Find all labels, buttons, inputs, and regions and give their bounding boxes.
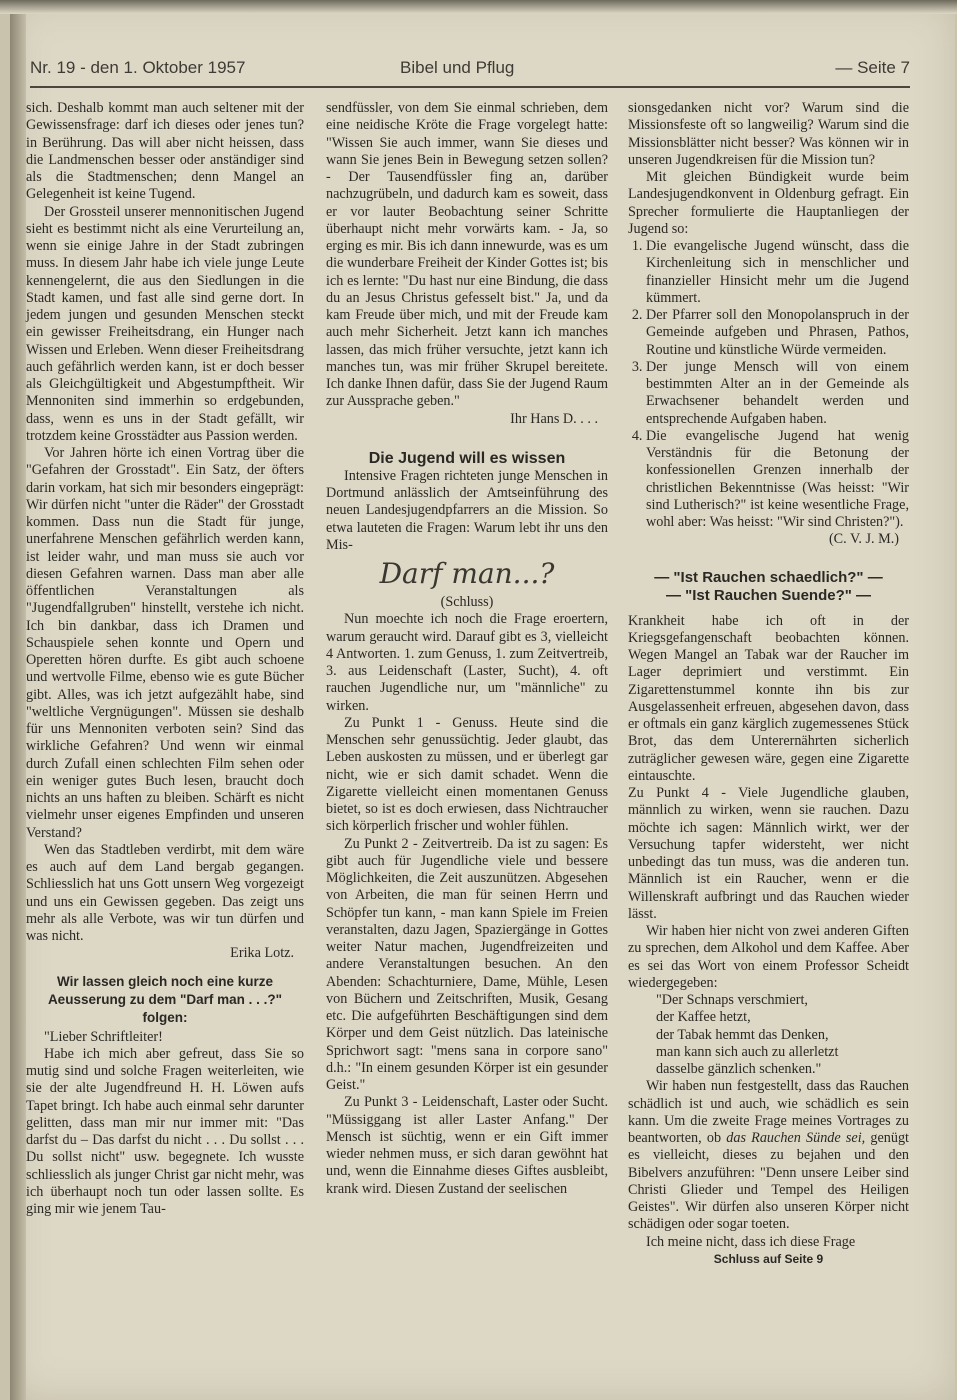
- author-signature: Erika Lotz.: [230, 945, 294, 962]
- list-item: 4. Die evangelische Jugend hat wenig Verständnis für die Betonung der konfessionellen Grenzen innerhalb der christlichen Bekenntnisse (Was heisst: "Wir sind Lutherisch?" ist keine wesentliche Frage, wohl aber: Was heisst: "Wir sind Christen?").: [646, 428, 909, 532]
- article-heading-line-1: — "Ist Rauchen schaedlich?" —: [654, 568, 883, 586]
- letter-signature: Ihr Hans D. . . .: [510, 410, 598, 427]
- page-header: [30, 58, 910, 86]
- paragraph: Wen das Stadtleben verdirbt, mit dem wäre es auch auf dem Land bergab gegangen. Schliesslich hat uns Gott unsern Weg vorgezeigt und uns ein Gewissen gegeben. Das zeigt uns mehr als alle Verbote, was wir tun dürfen und was nicht.: [26, 841, 304, 944]
- quote-line: dasselbe gänzlich schenken.": [656, 1061, 822, 1077]
- paragraph: Intensive Fragen richteten junge Menschen in Dortmund anlässlich der Amtseinführung des neuen Landesjugendpfarrers an die Mission. So etwa lauteten die Fragen: Warum lebt ihr uns den Mis-: [326, 467, 608, 553]
- page-binding: [10, 0, 26, 1400]
- paragraph: Wir haben hier nicht von zwei anderen Giften zu sprechen, dem Alkohol und dem Kaffee. Aber es sei das Wort von einem Professor Scheidt wiedergegeben:: [628, 923, 909, 991]
- quote-line: man kann sich auch zu allerletzt: [656, 1043, 839, 1060]
- article-heading: Die Jugend will es wissen: [368, 449, 566, 467]
- paragraph: Ich meine nicht, dass ich diese Frage: [646, 1233, 856, 1250]
- paragraph: Krankheit habe ich oft in der Kriegsgefangenschaft beobachten können. Wegen Mangel an Tabak war der Raucher im Lager deprimiert und verstimmt. Ein Zigarettenstummel konnte ihn bis zur Ausgelassenheit erfreuen, abgesehen davon, dass er oftmals ein ganz kärglich zugemessenes Stück Brot, das dem Unterernährten sicherlich zuträglicher gewesen wäre, gegen eine Zigarette eintauschte.: [628, 612, 909, 784]
- issue-date: Nr. 19 - den 1. Oktober 1957: [30, 58, 246, 77]
- paragraph: sionsgedanken nicht vor? Warum sind die Missionsfeste oft so langweilig? Warum sind die Missionsblätter nicht besser? Was können wir in unseren Jugendkreisen für die Mission tun?: [628, 100, 909, 168]
- list-item: 2. Der Pfarrer soll den Monopolanspruch in der Gemeinde aufgeben und Phrasen, Pathos, Routine und künstliche Würde vermeiden.: [646, 307, 909, 359]
- paragraph: Zu Punkt 2 - Zeitvertreib. Da ist zu sagen: Es gibt auch für Jugendliche viele und bessere Möglichkeiten, die Zeit auszunützen. Abgesehen von Arbeiten, die man für seinen Herrn und Schöpfer tun kann, - man kann Spiele im Freien veranstalten, dazu Jagen, Spaziergänge in Gottes weiter Natur machen, Jugendfreizeiten und andere Veranstaltungen besuchen. An den Abenden: Schachturniere, Dame, Mühle, Lesen von Büchern und Zeitschriften, Musik, Gesang etc. Die aufgeführten Beschäftigungen sind dem Körper und dem Geist nützlich. Das lateinische Sprichwort sagt: "mens sana in corpore sano" d.h.: "In einem gesunden Körper ist ein gesunder Geist.": [326, 835, 608, 1093]
- column-1: [26, 100, 304, 1218]
- paragraph: Mit gleichen Bündigkeit wurde beim Landesjugendkonvent in Oldenburg gefragt. Ein Sprecher formulierte die Hauptanliegen der Jugend so:: [628, 169, 909, 237]
- quote-line: der Tabak hemmt das Denken,: [656, 1026, 829, 1043]
- quote-line: der Kaffee hetzt,: [656, 1009, 751, 1026]
- header-rule: [30, 86, 910, 88]
- continued-note: Schluss auf Seite 9: [713, 1251, 824, 1266]
- column-3: [628, 100, 909, 1268]
- script-title: Darf man...?: [379, 557, 555, 590]
- letter-salutation: "Lieber Schriftleiter!: [44, 1028, 163, 1045]
- emphasis: das Rauchen Sünde sei,: [726, 1130, 866, 1146]
- paragraph: Habe ich mich aber gefreut, dass Sie so mutig sind und solche Fragen weiterleiten, wie sie der alte Jugendfreund H. H. Löwen aufs Tapet bringt. Ich habe auch einmal sehr darunter gelitten, dass man mir nur immer mit: "Das darfst du – Das darfst du nicht . . . Du sollst . . . Du sollst nicht" usw. begegnete. Ich wusste schliesslich als junger Christ gar nicht mehr, was ich überhaupt noch tun oder lassen sollte. Es ging mir wie jenem Tau-: [26, 1045, 304, 1217]
- paragraph: sendfüssler, von dem Sie einmal schrieben, dem eine neidische Kröte die Frage vorgelegt hatte: "Wissen Sie auch immer, wann Sie dieses und wann Sie jenes Bein in Bewegung setzen sollen? - Der Tausendfüssler fing an, darüber nachzugrübeln, und dadurch kam es soweit, dass er vor lauter Beobachtung seiner Schritte überhaupt nicht mehr vorwärts kam. - Ja, so erging es mir. Bis ich dann innewurde, was es um die wunderbare Freiheit der Kinder Gottes ist; bis ich es lernte: "Du hast nur eine Bindung, die dass du an Jesus Christus gefesselt bist." Ja, und da kam Freude über mich, und mit der Freude kam auch mehr Sicherheit. Jetzt kann ich manches lassen, das mich früher versuchte, jetzt kann ich manches tun, was mir früher Skrupel bereitete. Ich danke Ihnen dafür, dass Sie der Jugend Raum zur Aussprache geben.": [326, 100, 608, 410]
- paragraph: Zu Punkt 1 - Genuss. Heute sind die Menschen sehr genussüchtig. Jeder glaubt, das Leben auskosten zu müssen, und er überlegt gar nicht, wie er sich damit schadet. Wenn die Zigarette vielleicht einen momentanen Genuss bietet, so ist es doch erwiesen, dass Nichtraucher sich körperlich frischer und wohler fühlen.: [326, 714, 608, 835]
- column-2: [326, 100, 608, 1198]
- paragraph: Zu Punkt 3 - Leidenschaft, Laster oder Sucht. "Müssiggang ist aller Laster Anfang." Der Mensch ist süchtig, wenn er ein Gift immer wieder nehmen muss, er sich daran gewöhnt hat und, wenn die Einnahme dieses Giftes ausbleibt, krank wird. Diesen Zustand der seelischen: [326, 1094, 608, 1197]
- paragraph: Zu Punkt 4 - Viele Jugendliche glauben, männlich zu wirken, wenn sie rauchen. Dazu möchte ich sagen: Männlich wirkt, wer der Versuchung tapfer widersteht, wer nicht unbedingt das tun muss, was die anderen tun. Männlich ist ein Raucher, wenn er die Willenskraft aufbringt und das Rauchen wieder lässt.: [628, 785, 909, 922]
- paragraph: sich. Deshalb kommt man auch seltener mit der Gewissensfrage: darf ich dieses oder jenes tun? in Berührung. Das will aber nicht heissen, dass die Landmenschen besser oder anständiger sind als die Stadtmenschen; denn Mangel an Gelegenheit ist keine Tugend.: [26, 100, 304, 203]
- list-item: 3. Der junge Mensch will von einem bestimmten Alter an in der Gemeinde als Erwachsener behandelt werden und entsprechende Aufgaben haben.: [646, 359, 909, 428]
- quote-line: "Der Schnaps verschmiert,: [656, 992, 808, 1008]
- paragraph: Vor Jahren hörte ich einen Vortrag über die "Gefahren der Grosstadt". Ein Satz, der öfters darin vorkam, hat sich mir besonders eingeprägt: Wir dürfen nicht "unter die Räder" der Grosstadt kommen. Dass nun die Stadt für junge, unerfahrene Menschen gefährlich werden kann, ist leider wahr, und man muss sie auch vor diesen Gefahren warnen. Dass man aber alle öffentlichen Veranstaltungen als "Jugendfallgruben" hinstellt, verstehe ich nicht. Ich bin dankbar, dass ich Dramen und Schauspiele sehen konnte und Opern und Operetten hören durfte. Es gibt auch schoene und wertvolle Filme, ebenso wie es gute Bücher gibt. Alles, was ich jetzt aufgezählt habe, sind "weltliche Vergnügungen". Müssen sie deshalb für uns Mennoniten verboten sein? Sind das wirkliche Gefahren? Und wenn wir einmal durch Zufall einen schlechten Film sehen oder ein weniger gutes Buch lesen, braucht doch nichts an uns haften zu bleiben. Schärft es nicht vielmehr unser eigenes Empfinden und unseren Verstand?: [26, 445, 304, 841]
- page-number: — Seite 7: [835, 58, 910, 77]
- paragraph: [628, 1078, 909, 1233]
- publication-title: Bibel und Pflug: [400, 58, 515, 77]
- paragraph-part: genügt es vielleicht, dieses zu bejahen und den Bibelvers anzuführen: "Denn unsere Leiber sind Christi Glieder und Tempel des Heiligen Geistes". Wir dürfen also unseren Körper nicht schädigen oder sogar toeten.: [628, 1130, 909, 1233]
- points-list: [628, 238, 909, 531]
- paragraph: Nun moechte ich noch die Frage eroertern, warum geraucht wird. Darauf gibt es 3, vielleicht 4 Antworten. 1. zum Genuss, 1. zum Zeitvertreib, 3. aus Leidenschaft (Laster, Sucht), 4. oft rauchen Jugendliche nur, um "männliche" zu wirken.: [326, 611, 608, 714]
- paragraph: Der Grossteil unserer mennonitischen Jugend sieht es bestimmt nicht als eine Verurteilung an, wenn sie einige Jahre in der Stadt zubringen muss. In diesem Jahr habe ich viele junge Leute kennengelernt, die aus den Siedlungen in die Stadt kamen, und fast alle sind gerne dort. In jedem jungen und gesunden Menschen steckt ein gewisser Freiheitsdrang, ein Hunger nach Wissen und Erleben. Wenn dieser Freiheitsdrang auch gefährlich werden kann, ist er doch besser als Gleichgültigkeit und Abgestumpftheit. Wir Mennoniten sind immerhin so erdgebunden, dass, wenn es uns in der Stadt gefällt, wir trotzdem keine Grosstädter aus Passion werden.: [26, 203, 304, 444]
- section-heading: Wir lassen gleich noch eine kurze Aeusserung zu dem "Darf man . . .?" folgen:: [47, 973, 283, 1025]
- source-signature: (C. V. J. M.): [828, 531, 899, 548]
- paragraph-part: Wir haben nun festgestellt, dass das Rauchen schädlich ist und auch, wie schädlich es sein kann. Um die zweite Frage meines Vortrages zu beantworten, ob: [628, 1078, 909, 1146]
- page-top-edge: [0, 0, 957, 14]
- article-heading-line-2: — "Ist Rauchen Suende?" —: [665, 586, 872, 604]
- continuation-note: (Schluss): [440, 594, 494, 610]
- list-item: 1. Die evangelische Jugend wünscht, dass die Kirchenleitung sich in menschlicher und finanzieller Hinsicht mehr um die Jugend kümmert.: [646, 238, 909, 307]
